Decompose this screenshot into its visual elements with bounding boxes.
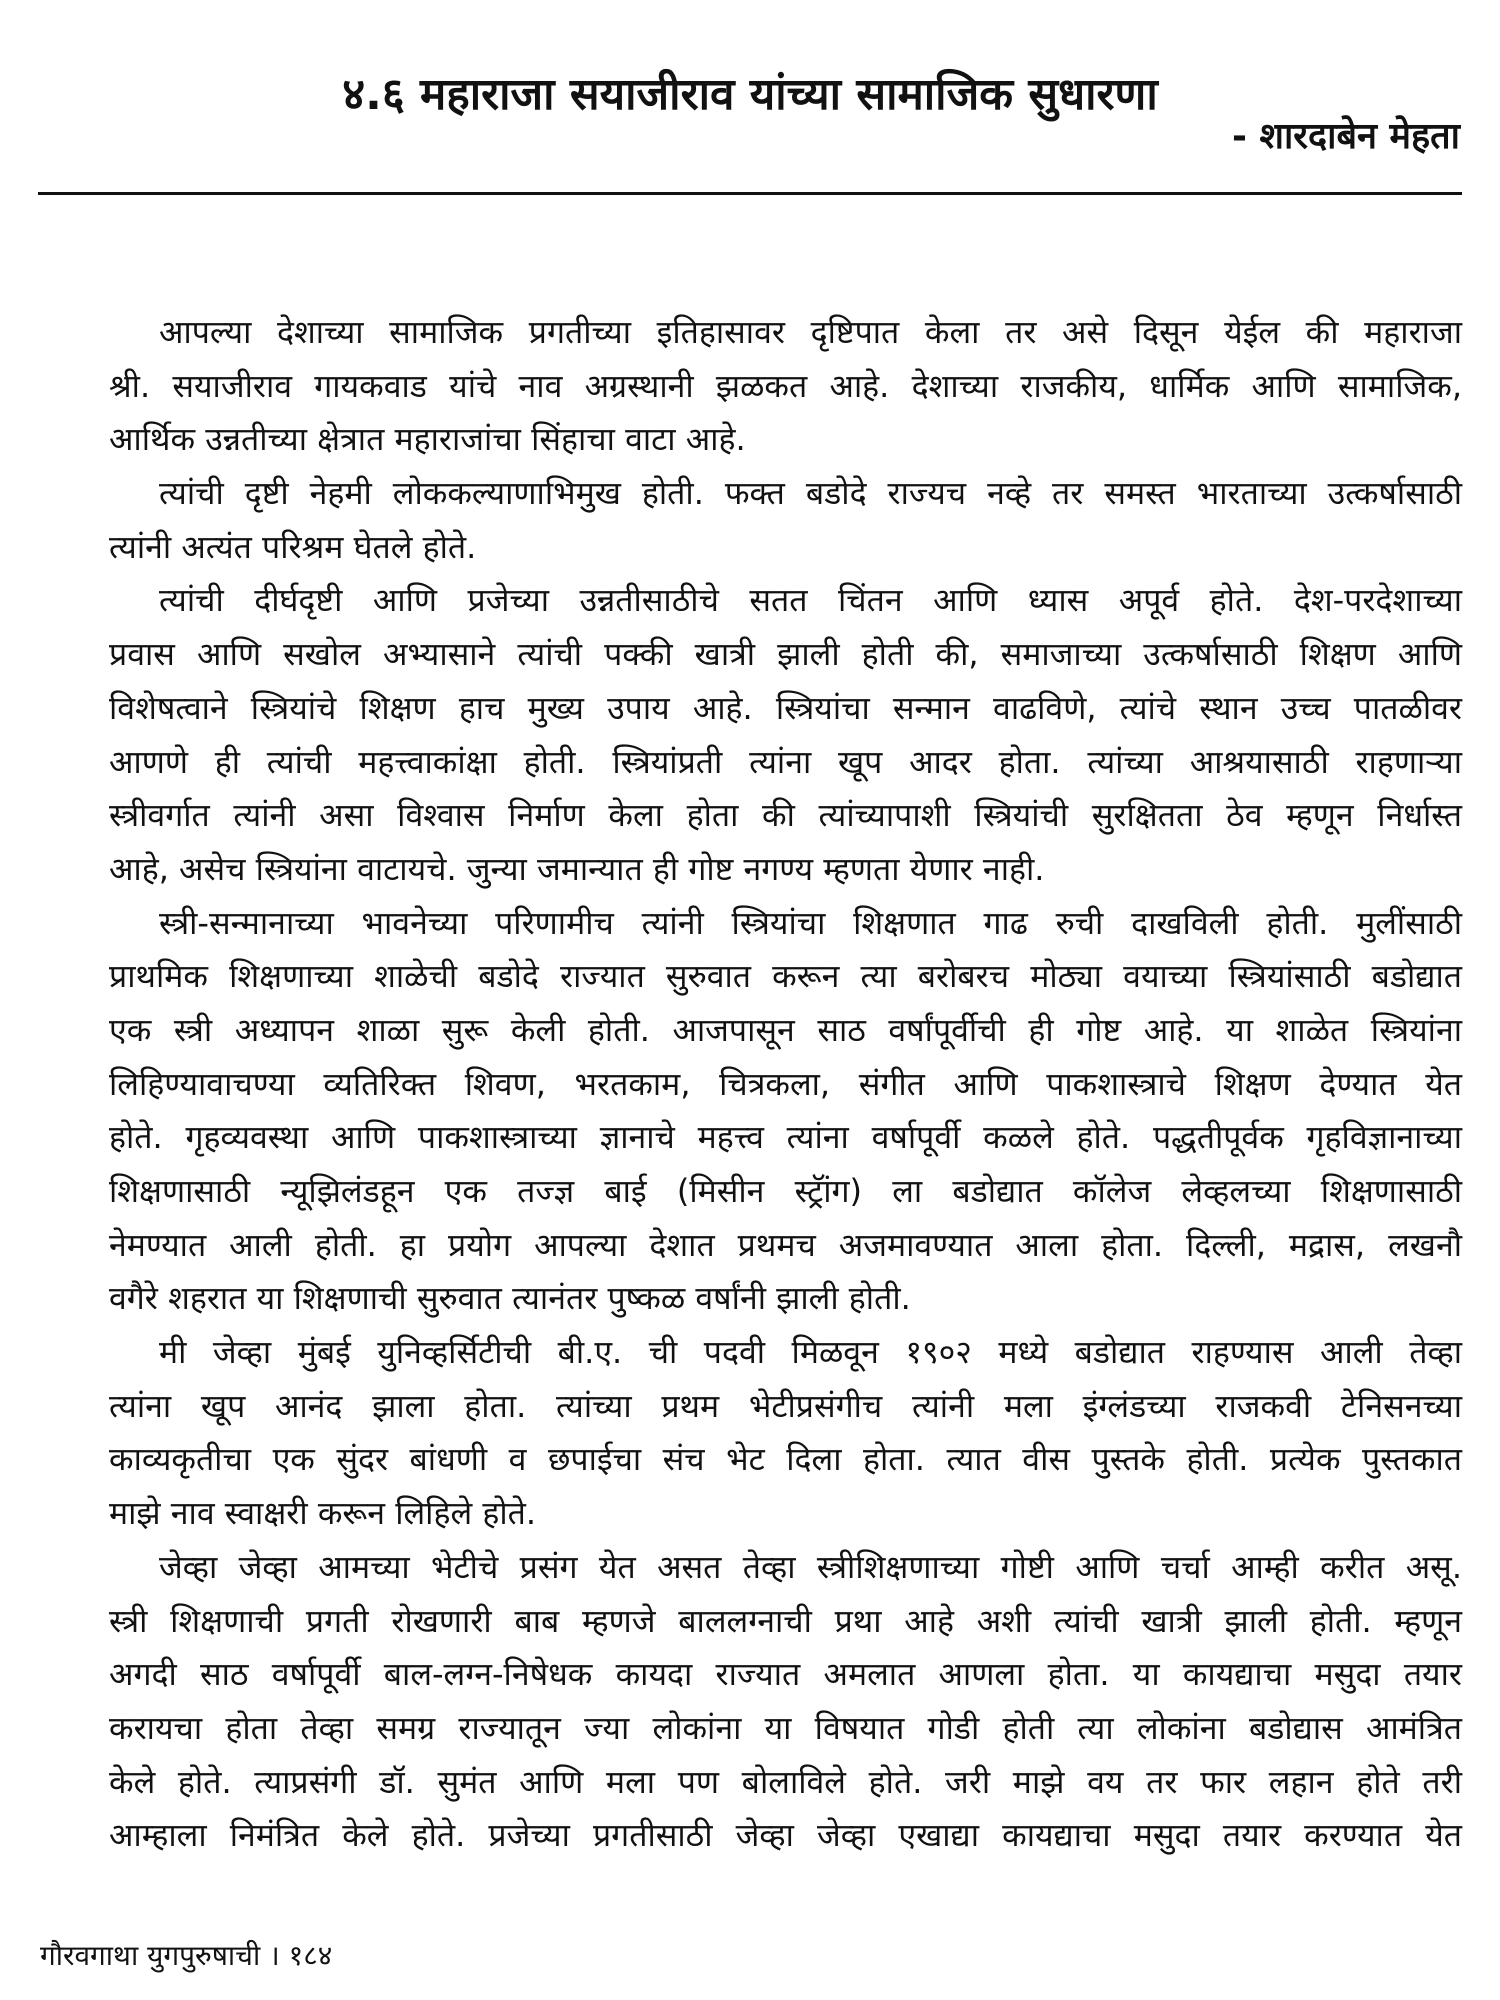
text-line bbox=[109, 1702, 1462, 1756]
text-line-content: जेव्हा जेव्हा आमच्या भेटीचे प्रसंग येत असत तेव्हा स्त्रीशिक्षणाच्या गोष्टी आणि चर्चा आम्ही करीत असू. bbox=[159, 1547, 1462, 1586]
text-line-content: त्यांना खूप आनंद झाला होता. त्यांच्या प्रथम भेटीप्रसंगीच त्यांनी मला इंग्लंडच्या राजकवी टेनिसनच्या bbox=[109, 1386, 1462, 1425]
text-line bbox=[109, 1380, 1462, 1434]
text-line bbox=[109, 521, 1462, 575]
text-line bbox=[109, 1004, 1462, 1058]
text-line bbox=[109, 628, 1462, 682]
text-line bbox=[109, 950, 1462, 1004]
page-footer: गौरवगाथा युगपुरुषाची । १८४ bbox=[40, 1939, 333, 1972]
text-line-content: एक स्त्री अध्यापन शाळा सुरू केली होती. आजपासून साठ वर्षांपूर्वीची ही गोष्ट आहे. या शाळेत स्त्रियांना bbox=[109, 1010, 1462, 1049]
text-line bbox=[109, 1111, 1462, 1165]
text-line-content: आणणे ही त्यांची महत्त्वाकांक्षा होती. स्त्रियांप्रती त्यांना खूप आदर होता. त्यांच्या आश्रयासाठी राहणाऱ्या bbox=[109, 742, 1462, 781]
text-line-content: होते. गृहव्यवस्था आणि पाकशास्त्राच्या ज्ञानाचे महत्त्व त्यांना वर्षापूर्वी कळले होते. पद्धतीपूर्वक गृहविज्ञानाच्या bbox=[109, 1118, 1462, 1157]
text-line bbox=[109, 467, 1462, 521]
text-line bbox=[109, 1541, 1462, 1595]
text-line-content: आर्थिक उन्नतीच्या क्षेत्रात महाराजांचा सिंहाचा वाटा आहे. bbox=[109, 420, 746, 459]
paragraph bbox=[109, 897, 1462, 1327]
page-title: ४.६ महाराजा सयाजीराव यांच्या सामाजिक सुधारणा bbox=[342, 69, 1158, 120]
text-line bbox=[109, 843, 1462, 897]
text-line bbox=[109, 1165, 1462, 1219]
text-line-content: माझे नाव स्वाक्षरी करून लिहिले होते. bbox=[109, 1494, 537, 1533]
text-line-content: करायचा होता तेव्हा समग्र राज्यातून ज्या लोकांना या विषयात गोडी होती त्या लोकांना बडोद्यास आमंत्रित bbox=[109, 1708, 1462, 1747]
text-line bbox=[109, 1595, 1462, 1649]
author-name: - शारदाबेन मेहता bbox=[1232, 116, 1460, 157]
text-line bbox=[109, 360, 1462, 414]
text-line bbox=[109, 1809, 1462, 1863]
text-line-content: प्राथमिक शिक्षणाच्या शाळेची बडोदे राज्यात सुरुवात करून त्या बरोबरच मोठ्या वयाच्या स्त्रियांसाठी बडोद्यात bbox=[109, 957, 1462, 996]
text-line-content: त्यांची दृष्टी नेहमी लोककल्याणाभिमुख होती. फक्त बडोदे राज्यच नव्हे तर समस्त भारताच्या उत्कर्षासाठी bbox=[159, 474, 1462, 513]
text-line bbox=[109, 897, 1462, 951]
text-line bbox=[109, 1487, 1462, 1541]
text-line bbox=[109, 574, 1462, 628]
text-line bbox=[109, 1756, 1462, 1810]
text-line bbox=[109, 682, 1462, 736]
text-line bbox=[109, 413, 1462, 467]
text-line bbox=[109, 306, 1462, 360]
text-line-content: नेमण्यात आली होती. हा प्रयोग आपल्या देशात प्रथमच अजमावण्यात आला होता. दिल्ली, मद्रास, लखनौ bbox=[109, 1225, 1462, 1264]
text-line-content: आहे, असेच स्त्रियांना वाटायचे. जुन्या जमान्यात ही गोष्ट नगण्य म्हणता येणार नाही. bbox=[109, 849, 1045, 888]
text-line-content: आम्हाला निमंत्रित केले होते. प्रजेच्या प्रगतीसाठी जेव्हा जेव्हा एखाद्या कायद्याचा मसुदा तयार करण्यात येत bbox=[109, 1816, 1462, 1855]
text-line bbox=[109, 1219, 1462, 1273]
text-line-content: शिक्षणासाठी न्यूझिलंडहून एक तज्ज्ञ बाई (मिसीन स्ट्रॅांग) ला बडोद्यात कॉलेज लेव्हलच्या शिक्षणासाठी bbox=[109, 1172, 1462, 1210]
text-line-content: स्त्रीवर्गात त्यांनी असा विश्वास निर्माण केला होता की त्यांच्यापाशी स्त्रियांची सुरक्षितता ठेव म्हणून निर्धास्त bbox=[109, 796, 1462, 835]
header-divider bbox=[38, 192, 1462, 195]
paragraph bbox=[109, 467, 1462, 574]
text-line-content: अगदी साठ वर्षापूर्वी बाल-लग्न-निषेधक कायदा राज्यात अमलात आणला होता. या कायद्याचा मसुदा तयार bbox=[109, 1655, 1462, 1694]
text-line-content: त्यांची दीर्घदृष्टी आणि प्रजेच्या उन्नतीसाठीचे सतत चिंतन आणि ध्यास अपूर्व होते. देश-परदेशाच्या bbox=[159, 581, 1462, 620]
paragraph bbox=[109, 306, 1462, 467]
text-line-content: आपल्या देशाच्या सामाजिक प्रगतीच्या इतिहासावर दृष्टिपात केला तर असे दिसून येईल की महाराजा bbox=[159, 313, 1462, 351]
text-line-content: काव्यकृतीचा एक सुंदर बांधणी व छपाईचा संच भेट दिला होता. त्यात वीस पुस्तके होती. प्रत्येक पुस्तकात bbox=[109, 1440, 1462, 1479]
text-line bbox=[109, 1326, 1462, 1380]
text-line-content: विशेषत्वाने स्त्रियांचे शिक्षण हाच मुख्य उपाय आहे. स्त्रियांचा सन्मान वाढविणे, त्यांचे स्थान उच्च पातळीवर bbox=[109, 688, 1462, 727]
paragraph bbox=[109, 1326, 1462, 1541]
text-line-content: मी जेव्हा मुंबई युनिव्हर्सिटीची बी.ए. ची पदवी मिळवून १९०२ मध्ये बडोद्यात राहण्यास आली तेव्हा bbox=[159, 1333, 1462, 1372]
text-line-content: स्त्री शिक्षणाची प्रगती रोखणारी बाब म्हणजे बाललग्नाची प्रथा आहे अशी त्यांची खात्री झाली होती. म्हणून bbox=[109, 1601, 1462, 1640]
text-line bbox=[109, 789, 1462, 843]
text-line-content: केले होते. त्याप्रसंगी डॉ. सुमंत आणि मला पण बोलाविले होते. जरी माझे वय तर फार लहान होते तरी bbox=[109, 1762, 1462, 1801]
text-line-content: वगैरे शहरात या शिक्षणाची सुरुवात त्यानंतर पुष्कळ वर्षांनी झाली होती. bbox=[109, 1279, 911, 1318]
text-line bbox=[109, 1272, 1462, 1326]
text-line bbox=[109, 1648, 1462, 1702]
paragraph bbox=[109, 1541, 1462, 1863]
text-line bbox=[109, 736, 1462, 790]
text-line-content: श्री. सयाजीराव गायकवाड यांचे नाव अग्रस्थानी झळकत आहे. देशाच्या राजकीय, धार्मिक आणि सामाजिक, bbox=[109, 366, 1462, 405]
text-line bbox=[109, 1433, 1462, 1487]
text-line-content: त्यांनी अत्यंत परिश्रम घेतले होते. bbox=[109, 527, 477, 566]
text-line-content: प्रवास आणि सखोल अभ्यासाने त्यांची पक्की खात्री झाली होती की, समाजाच्या उत्कर्षासाठी शिक्षण आणि bbox=[109, 635, 1462, 674]
article-body bbox=[109, 306, 1462, 1863]
text-line bbox=[109, 1058, 1462, 1112]
text-line-content: स्त्री-सन्मानाच्या भावनेच्या परिणामीच त्यांनी स्त्रियांचा शिक्षणात गाढ रुची दाखविली होती. मुलींसाठी bbox=[159, 903, 1462, 942]
paragraph bbox=[109, 574, 1462, 896]
text-line-content: लिहिण्यावाचण्या व्यतिरिक्त शिवण, भरतकाम, चित्रकला, संगीत आणि पाकशास्त्राचे शिक्षण देण्यात येत bbox=[109, 1064, 1462, 1103]
